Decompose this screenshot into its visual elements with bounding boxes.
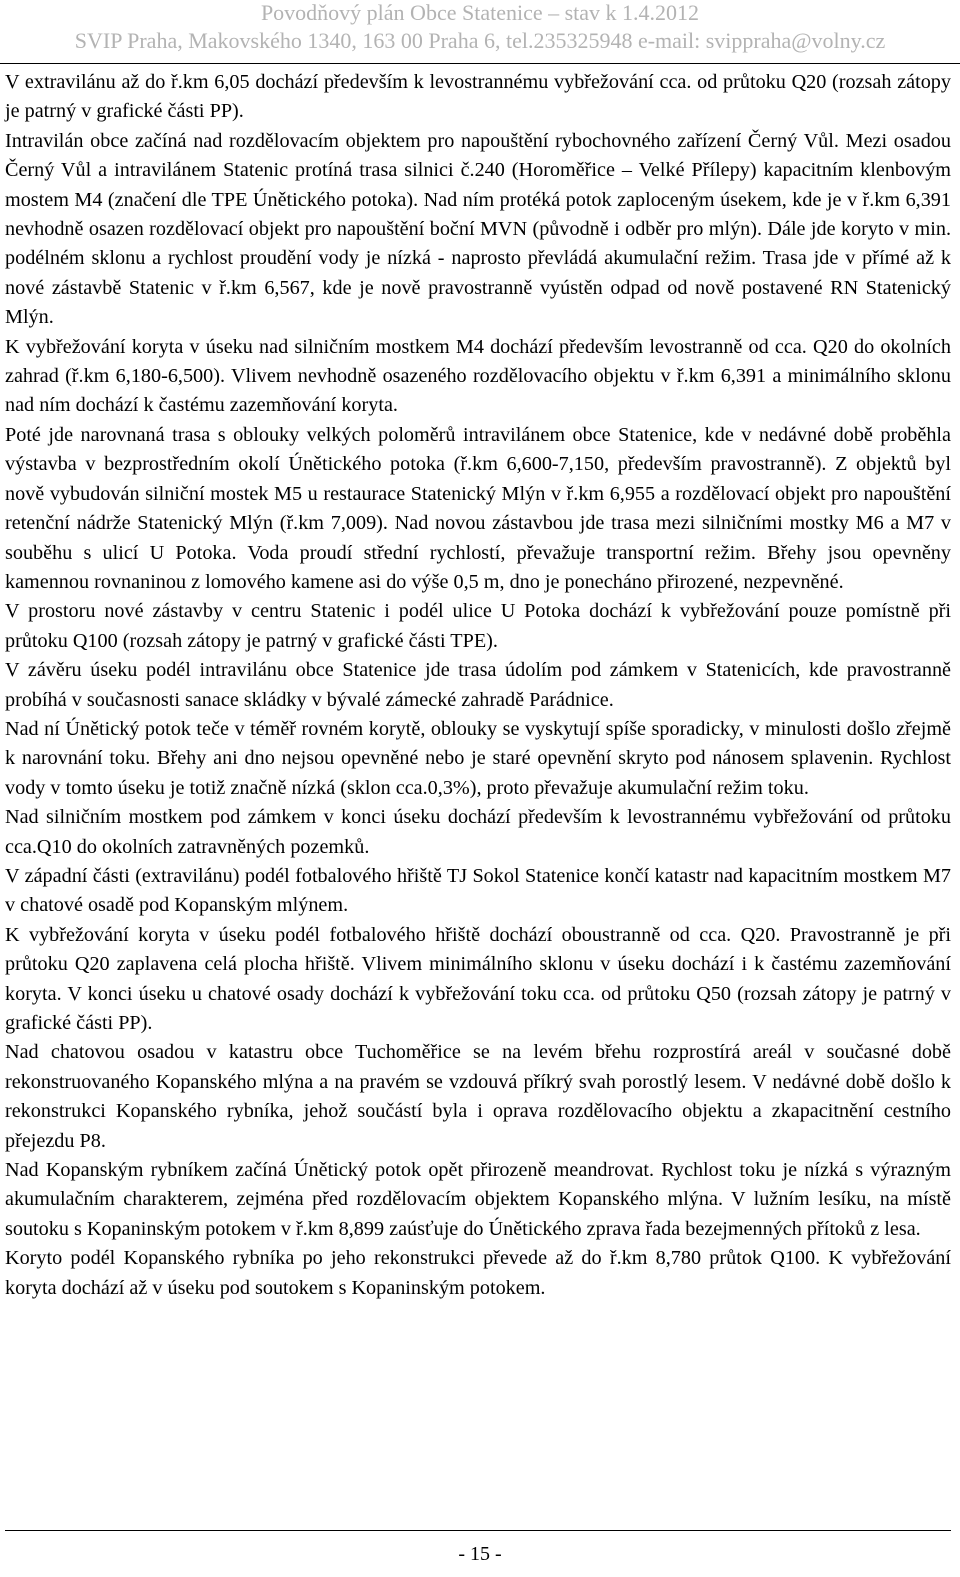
- paragraph: V západní části (extravilánu) podél fotbalového hřiště TJ Sokol Statenice končí katastr nad kapacitním mostkem M7 v chatové osadě pod Kopanským mlýnem.: [5, 864, 951, 917]
- paragraph: Koryto podél Kopanského rybníka po jeho rekonstrukci převede až do ř.km 8,780 průtok Q100. K vybřežování koryta dochází až v úseku pod soutokem s Kopaninským potokem.: [5, 1247, 951, 1299]
- paragraph: Nad Kopanským rybníkem začíná Únětický potok opět přirozeně meandrovat. Rychlost toku je nízká s výrazným akumulačním charakterem, zejména před rozdělovacím objektem Kopanského mlýna. V lužním lesíku, na místě soutoku s Kopaninským potokem v ř.km 8,899 zaúsťuje do Únětického zprava řada bezejmenných přítoků z lesa.: [5, 1159, 951, 1240]
- paragraph: Nad chatovou osadou v katastru obce Tuchoměřice se na levém břehu rozprostírá areál v současné době rekonstruovaného Kopanského mlýna a na pravém se vzdouvá příkrý svah porostlý lesem. V nedávné době došlo k rekonstrukci Kopanského rybníka, jehož součástí byla i oprava rozdělovacího objektu a zkapacitnění cestního přejezdu P8.: [5, 1041, 951, 1152]
- page-header: [0, 0, 960, 62]
- contact-line: SVIP Praha, Makovského 1340, 163 00 Praha 6, tel.235325948 e-mail: svippraha@volny.cz: [74, 28, 886, 53]
- paragraph: Intravilán obce začíná nad rozdělovacím objektem pro napouštění rybochovného zařízení Černý Vůl. Mezi osadou Černý Vůl a intravilánem Statenic protíná trasa silnici č.240 (Horoměřice – Velké Přílepy) kapacitním klenbovým mostem M4 (značení dle TPE Únětického potoka). Nad ním protéká potok zaploceným úsekem, kde je v ř.km 6,391 nevhodně osazen rozdělovací objekt pro napouštění boční MVN (původně i odběr pro mlýn). Dále jde koryto v min. podélném sklonu a rychlost proudění vody je nízká - naprosto převládá akumulační režim. Trasa jde v přímé až k nové zástavbě Statenic v ř.km 6,567, kde je nově pravostranně vyústěn odpad od nově postavené RN Statenický Mlýn.: [5, 129, 951, 329]
- paragraph: V extravilánu až do ř.km 6,05 dochází především k levostrannému vybřežování cca. od průtoku Q20 (rozsah zátopy je patrný v grafické části PP).: [5, 71, 951, 123]
- page-number: - 15 -: [458, 1543, 502, 1565]
- document-body: [5, 68, 951, 1303]
- paragraph: V závěru úseku podél intravilánu obce Statenice jde trasa údolím pod zámkem v Statenicích, kde pravostranně probíhá v současnosti sanace skládky v bývalé zámecké zahradě Parádnice.: [5, 659, 951, 711]
- footer-divider: [5, 1530, 951, 1531]
- paragraph: Poté jde narovnaná trasa s oblouky velkých poloměrů intravilánem obce Statenice, kde v nedávné době proběhla výstavba v bezprostředním okolí Únětického potoka (ř.km 6,600-7,150, především pravostranně). Z objektů byl nově vybudován silniční mostek M5 u restaurace Statenický Mlýn v ř.km 6,955 a rozdělovací objekt pro napouštění retenční nádrže Statenický Mlýn (ř.km 7,009). Nad novou zástavbou jde trasa mezi silničními mostky M6 a M7 v souběhu s ulicí U Potoka. Voda proudí střední rychlostí, převažuje transportní režim. Břehy jsou opevněny kamennou rovnaninou z lomového kamene asi do výše 0,5 m, dno je ponecháno přirozené, nezpevněné.: [5, 423, 951, 593]
- paragraph: Nad silničním mostkem pod zámkem v konci úseku dochází především k levostrannému vybřežování od průtoku cca.Q10 do okolních zatravněných pozemků.: [5, 806, 951, 858]
- paragraph: K vybřežování koryta v úseku podél fotbalového hřiště dochází oboustranně od cca. Q20. Pravostranně je při průtoku Q20 zaplavena celá plocha hřiště. Vlivem minimálního sklonu v úseku dochází i k častému zazemňování koryta. V konci úseku u chatové osady dochází k vybřežování toku cca. od průtoku Q50 (rozsah zátopy je patrný v grafické části PP).: [5, 923, 951, 1034]
- document-title: Povodňový plán Obce Statenice – stav k 1.4.2012: [260, 0, 700, 25]
- header-divider: [0, 63, 960, 64]
- paragraph: K vybřežování koryta v úseku nad silničním mostkem M4 dochází především levostranně od cca. Q20 do okolních zahrad (ř.km 6,180-6,500). Vlivem nevhodně osazeného rozdělovacího objektu v ř.km 6,391 a minimálního sklonu nad ním dochází k častému zazemňování koryta.: [5, 335, 951, 417]
- paragraph: V prostoru nové zástavby v centru Statenic i podél ulice U Potoka dochází k vybřežování pouze pomístně při průtoku Q100 (rozsah zátopy je patrný v grafické části TPE).: [5, 600, 951, 652]
- paragraph: Nad ní Únětický potok teče v téměř rovném korytě, oblouky se vyskytují spíše sporadicky, v minulosti došlo zřejmě k narovnání toku. Břehy ani dno nejsou opevněné nebo je staré opevnění skryto pod nánosem splavenin. Rychlost vody v tomto úseku je totiž značně nízká (sklon cca.0,3%), proto převažuje akumulační režim toku.: [5, 717, 951, 799]
